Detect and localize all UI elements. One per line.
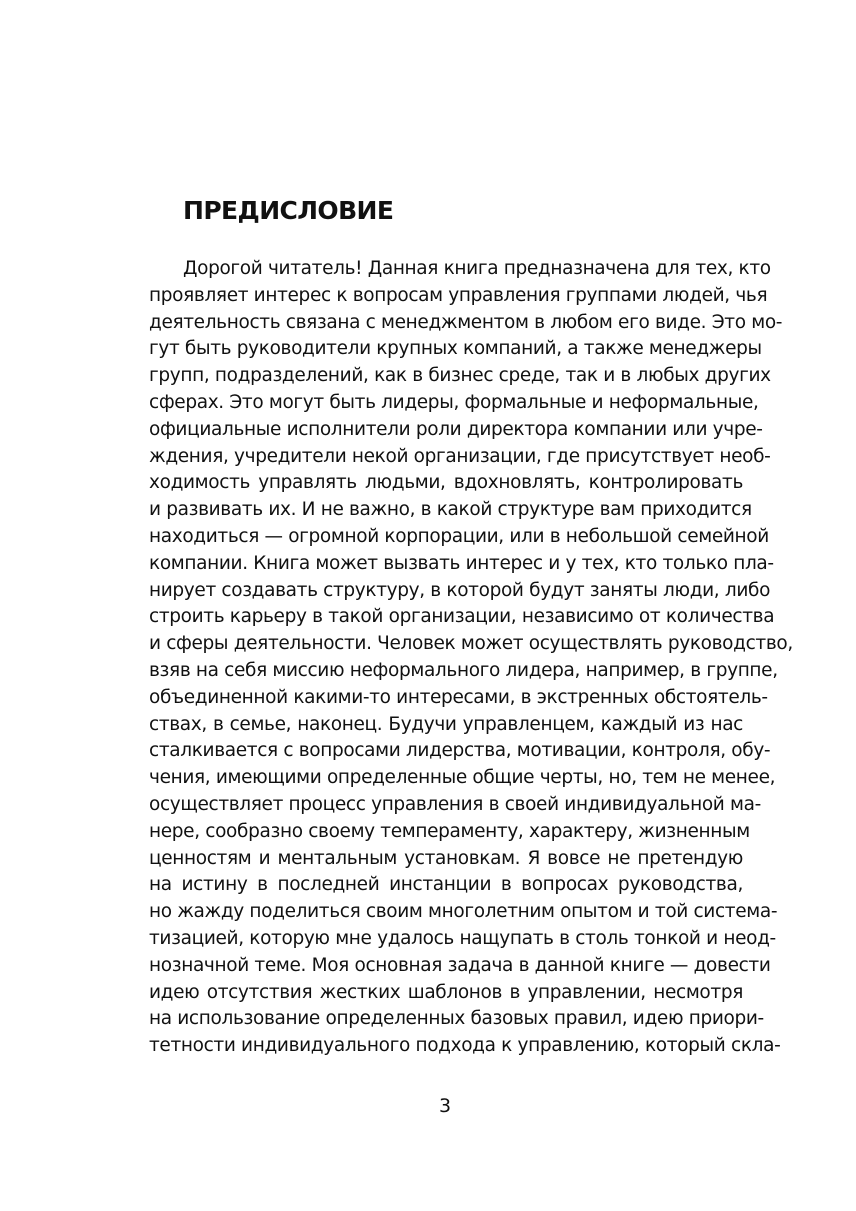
text-line: компании. Книга может вызвать интерес и у тех, кто только пла-: [149, 552, 774, 574]
text-line: нозначной теме. Моя основная задача в данной книге — довести: [149, 954, 771, 976]
text-line: гут быть руководители крупных компаний, а также менеджеры: [149, 338, 762, 360]
text-line: сталкивается с вопросами лидерства, мотивации, контроля, обу-: [149, 740, 771, 762]
text-line: и сферы деятельности. Человек может осуществлять руководство,: [149, 633, 793, 655]
text-line: осуществляет процесс управления в своей индивидуальной ма-: [149, 793, 761, 815]
text-line: тетности индивидуального подхода к управлению, который скла-: [149, 1035, 781, 1057]
chapter-heading: ПРЕДИСЛОВИЕ: [183, 196, 394, 225]
text-line: ждения, учредители некой организации, где присутствует необ-: [149, 445, 771, 467]
text-line: деятельность связана с менеджментом в любом его виде. Это мо-: [149, 311, 783, 333]
preface-paragraph: [149, 256, 793, 1060]
text-line: ствах, в семье, наконец. Будучи управленцем, каждый из нас: [149, 713, 743, 735]
text-line: на использование определенных базовых правил, идею приори-: [149, 1008, 764, 1030]
text-line: нирует создавать структуру, в которой будут заняты люди, либо: [149, 579, 771, 601]
text-line: взяв на себя миссию неформального лидера, например, в группе,: [149, 659, 778, 681]
text-line: на истину в последней инстанции в вопросах руководства,: [149, 874, 743, 896]
text-line: Дорогой читатель! Данная книга предназначена для тех, кто: [183, 258, 771, 279]
text-line: групп, подразделений, как в бизнес среде, так и в любых других: [149, 365, 771, 387]
text-line: чения, имеющими определенные общие черты, но, тем не менее,: [149, 767, 776, 789]
text-line: проявляет интерес к вопросам управления группами людей, чья: [149, 284, 768, 306]
text-line: ценностям и ментальным установкам. Я вовсе не претендую: [149, 847, 743, 869]
text-line: находиться — огромной корпорации, или в небольшой семейной: [149, 525, 769, 547]
text-line: нере, сообразно своему темпераменту, характеру, жизненным: [149, 820, 750, 842]
text-line: официальные исполнители роли директора компании или учре-: [149, 418, 763, 440]
text-line: идею отсутствия жестких шаблонов в управлении, несмотря: [149, 981, 743, 1003]
text-line: сферах. Это могут быть лидеры, формальные и неформальные,: [149, 391, 759, 413]
text-line: но жажду поделиться своим многолетним опытом и той система-: [149, 901, 778, 923]
text-line: строить карьеру в такой организации, независимо от количества: [149, 606, 775, 628]
text-line: ходимость управлять людьми, вдохновлять, контролировать: [149, 472, 743, 494]
text-line: объединенной какими-то интересами, в экстренных обстоятель-: [149, 686, 768, 708]
page-number: 3: [438, 1095, 452, 1117]
text-line: тизацией, которую мне удалось нащупать в столь тонкой и неод-: [149, 927, 776, 949]
text-line: и развивать их. И не важно, в какой структуре вам приходится: [149, 499, 752, 521]
